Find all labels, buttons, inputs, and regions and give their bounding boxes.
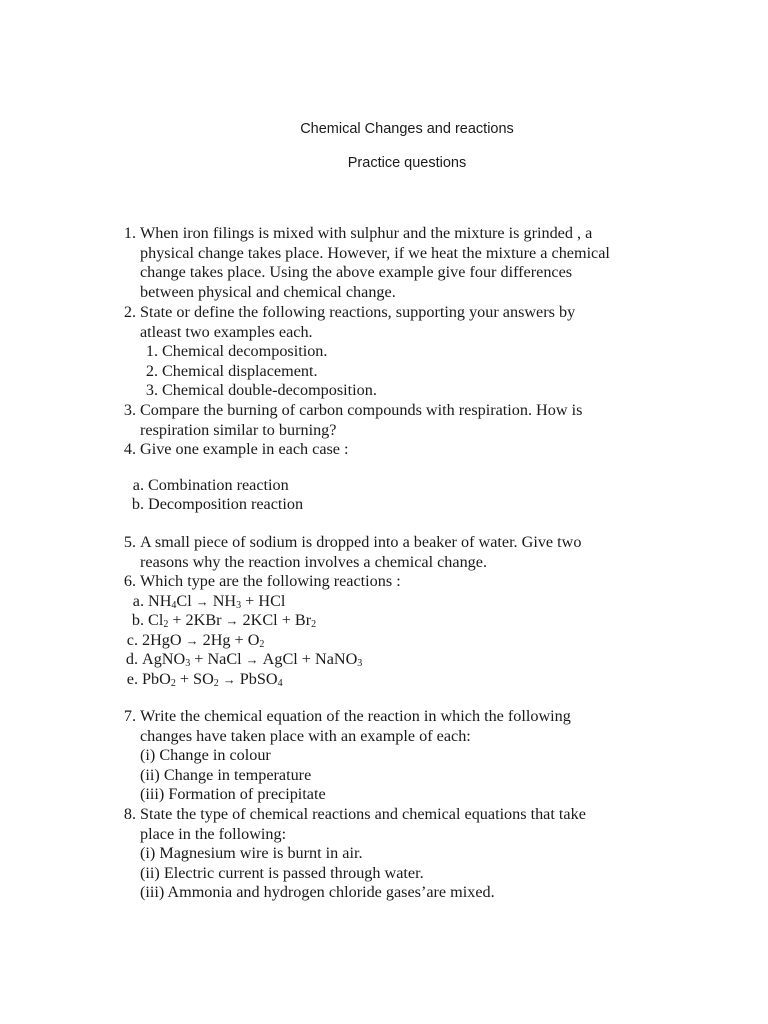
question-text-line: Give one example in each case :: [140, 440, 349, 458]
equation-reactants: AgNO$_3$ + NaCl: [142, 650, 242, 670]
question-text-line: physical change takes place. However, if we heat the mixture a chemical: [140, 243, 610, 262]
equation-reactants: $NH_4Cl$: [148, 591, 192, 611]
reaction-arrow: →: [195, 593, 209, 609]
reaction-arrow: →: [225, 613, 239, 629]
sub-item-number: e.: [126, 670, 138, 688]
document-subtitle: Practice questions: [347, 155, 467, 171]
sub-item-number: 2.: [145, 361, 158, 380]
question-text-line: When iron filings is mixed with sulphur and the mixture is grinded , a: [140, 224, 593, 242]
question-text-line: (i) Magnesium wire is burnt in air.: [140, 844, 363, 863]
question-text-line: respiration similar to burning?: [140, 420, 337, 439]
sub-item-number: d.: [125, 650, 138, 669]
question-text-line: (ii) Change in temperature: [140, 765, 312, 784]
question-number: 8.: [123, 805, 136, 823]
question-text-line: State or define the following reactions, supporting your answers by: [140, 303, 576, 321]
question-text-line: Which type are the following reactions :: [140, 572, 401, 590]
sub-item-number: 3.: [145, 381, 158, 400]
equation-products: AgCl + NaNO$_3$: [262, 650, 363, 670]
question-text-line: (i) Change in colour: [140, 746, 271, 765]
question-number: 7.: [123, 707, 136, 725]
sub-item-number: a.: [132, 475, 144, 494]
equation-reactants: $Cl_2 + 2KBr$: [148, 611, 222, 631]
question-text-line: A small piece of sodium is dropped into a beaker of water. Give two: [140, 533, 582, 551]
question-text-line: change takes place. Using the above example give four differences: [140, 263, 573, 282]
question-text-line: between physical and chemical change.: [140, 282, 396, 301]
reaction-arrow: →: [245, 652, 259, 668]
reaction-arrow: →: [185, 632, 199, 648]
question-number: 6.: [123, 572, 136, 590]
sub-item-number: 1.: [145, 342, 158, 361]
sub-item-text: Chemical double-decomposition.: [162, 381, 377, 400]
question-number: 2.: [123, 303, 136, 321]
chemical-equation: [148, 592, 285, 612]
question-number: 3.: [123, 401, 136, 419]
equation-reactants: 2HgO: [142, 630, 182, 649]
sub-item-text: Chemical displacement.: [162, 361, 318, 380]
chemical-equation: [142, 650, 362, 670]
sub-item-number: c.: [126, 630, 138, 649]
equation-products: $2KCl + Br_2$: [242, 611, 317, 631]
document-title: Chemical Changes and reactions: [300, 121, 514, 137]
question-text-line: changes have taken place with an example of each:: [140, 726, 471, 745]
question-text-line: (ii) Electric current is passed through water.: [140, 863, 424, 882]
reaction-arrow: →: [222, 672, 236, 687]
sub-item-text: Chemical decomposition.: [162, 342, 328, 361]
question-number: 4.: [123, 440, 136, 458]
equation-reactants: $PbO_2 + SO_2$: [142, 670, 219, 689]
equation-products: PbSO$_4$: [239, 670, 283, 689]
chemical-equation: [148, 611, 316, 631]
chemical-equation: [142, 670, 283, 690]
question-text-line: atleast two examples each.: [140, 322, 313, 341]
sub-item-number: a.: [132, 591, 144, 610]
sub-item-number: b.: [131, 495, 144, 514]
question-text-line: Write the chemical equation of the reaction in which the following: [140, 707, 571, 725]
question-text-line: (iii) Formation of precipitate: [140, 785, 326, 804]
sub-item-text: Combination reaction: [148, 475, 289, 494]
question-text-line: place in the following:: [140, 824, 287, 843]
question-text-line: Compare the burning of carbon compounds with respiration. How is: [140, 401, 583, 419]
equation-products: $2Hg + O_2$: [202, 630, 265, 650]
chemical-equation: [142, 631, 264, 651]
question-number: 5.: [123, 533, 136, 551]
equation-products: $NH_3$ + HCl: [212, 591, 286, 611]
sub-item-number: b.: [131, 611, 144, 630]
question-text-line: (iii) Ammonia and hydrogen chloride gases’are mixed.: [140, 883, 495, 902]
question-number: 1.: [123, 224, 136, 242]
question-text-line: reasons why the reaction involves a chemical change.: [140, 552, 487, 571]
sub-item-text: Decomposition reaction: [148, 495, 304, 514]
question-text-line: State the type of chemical reactions and chemical equations that take: [140, 805, 586, 823]
